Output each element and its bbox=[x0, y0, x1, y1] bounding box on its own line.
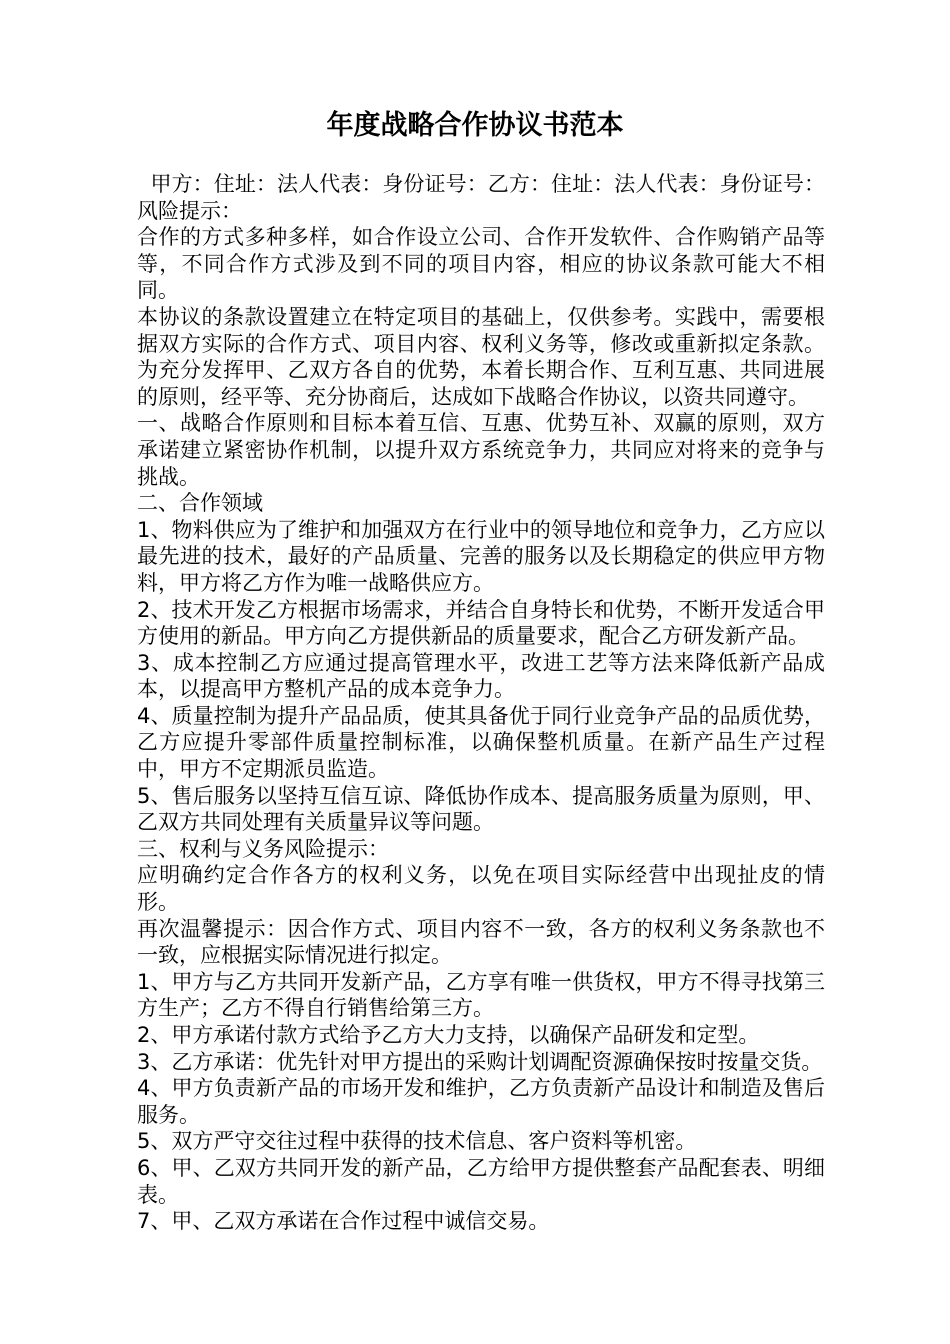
paragraph-clause-3-4: 4、甲方负责新产品的市场开发和维护，乙方负责新产品设计和制造及售后服务。 bbox=[137, 1076, 825, 1127]
paragraph-clause-3-3: 3、乙方承诺：优先针对甲方提出的采购计划调配资源确保按时按量交货。 bbox=[137, 1049, 823, 1074]
paragraph-reminder: 再次温馨提示：因合作方式、项目内容不一致，各方的权利义务条款也不一致，应根据实际情况进行拟定。 bbox=[137, 916, 825, 968]
paragraph-clause-3-5: 5、双方严守交往过程中获得的技术信息、客户资料等机密。 bbox=[137, 1129, 697, 1154]
heading-section-3: 三、权利与义务风险提示： bbox=[137, 836, 389, 861]
paragraph-clause-3-6: 6、甲、乙双方共同开发的新产品，乙方给甲方提供整套产品配套表、明细表。 bbox=[137, 1155, 825, 1207]
heading-section-2: 二、合作领域 bbox=[137, 491, 263, 516]
paragraph-clause-3-7: 7、甲、乙双方承诺在合作过程中诚信交易。 bbox=[137, 1209, 550, 1234]
paragraph-clause-2-1: 1、物料供应为了维护和加强双方在行业中的领导地位和竞争力，乙方应以最先进的技术，最好的产品质量、完善的服务以及长期稳定的供应甲方物料，甲方将乙方作为唯一战略供应方。 bbox=[137, 517, 825, 595]
paragraph-clause-2-3: 3、成本控制乙方应通过提高管理水平，改进工艺等方法来降低新产品成本，以提高甲方整机产品的成本竞争力。 bbox=[137, 650, 825, 702]
paragraph-clause-2-2: 2、技术开发乙方根据市场需求，并结合自身特长和优势，不断开发适合甲方使用的新品。甲方向乙方提供新品的质量要求，配合乙方研发新产品。 bbox=[137, 597, 825, 649]
paragraph-clause-3-1: 1、甲方与乙方共同开发新产品，乙方享有唯一供货权，甲方不得寻找第三方生产；乙方不得自行销售给第三方。 bbox=[137, 969, 825, 1021]
paragraph-preamble: 本协议的条款设置建立在特定项目的基础上，仅供参考。实践中，需要根据双方实际的合作方式、项目内容、权利义务等，修改或重新拟定条款。 为充分发挥甲、乙双方各自的优势，本着长期合作、互利互惠、共同进展的原则，经平等、充分协商后，达成如下战略合作协议，以资共同遵守。 bbox=[137, 304, 839, 409]
paragraph-risk-note-1: 合作的方式多种多样，如合作设立公司、合作开发软件、合作购销产品等等，不同合作方式涉及到不同的项目内容，相应的协议条款可能大不相同。 bbox=[137, 225, 825, 303]
paragraph-risk-note-2: 应明确约定合作各方的权利义务，以免在项目实际经营中出现扯皮的情形。 bbox=[137, 863, 825, 915]
paragraph-clause-2-4: 4、质量控制为提升产品品质，使其具备优于同行业竞争产品的品质优势，乙方应提升零部件质量控制标准，以确保整机质量。在新产品生产过程中，甲方不定期派员监造。 bbox=[137, 703, 825, 782]
paragraph-parties: 甲方：住址：法人代表：身份证号：乙方：住址：法人代表：身份证号：风险提示： bbox=[137, 172, 825, 223]
paragraph-clause-2-5: 5、售后服务以坚持互信互谅、降低协作成本、提高服务质量为原则，甲、乙双方共同处理有关质量异议等问题。 bbox=[137, 783, 825, 835]
document-title: 年度战略合作协议书范本 bbox=[326, 110, 624, 141]
paragraph-section-1: 一、战略合作原则和目标本着互信、互惠、优势互补、双赢的原则，双方承诺建立紧密协作机制，以提升双方系统竞争力，共同应对将来的竞争与挑战。 bbox=[137, 411, 825, 489]
document-body bbox=[137, 171, 839, 1235]
paragraph-clause-3-2: 2、甲方承诺付款方式给予乙方大力支持，以确保产品研发和定型。 bbox=[137, 1023, 760, 1047]
